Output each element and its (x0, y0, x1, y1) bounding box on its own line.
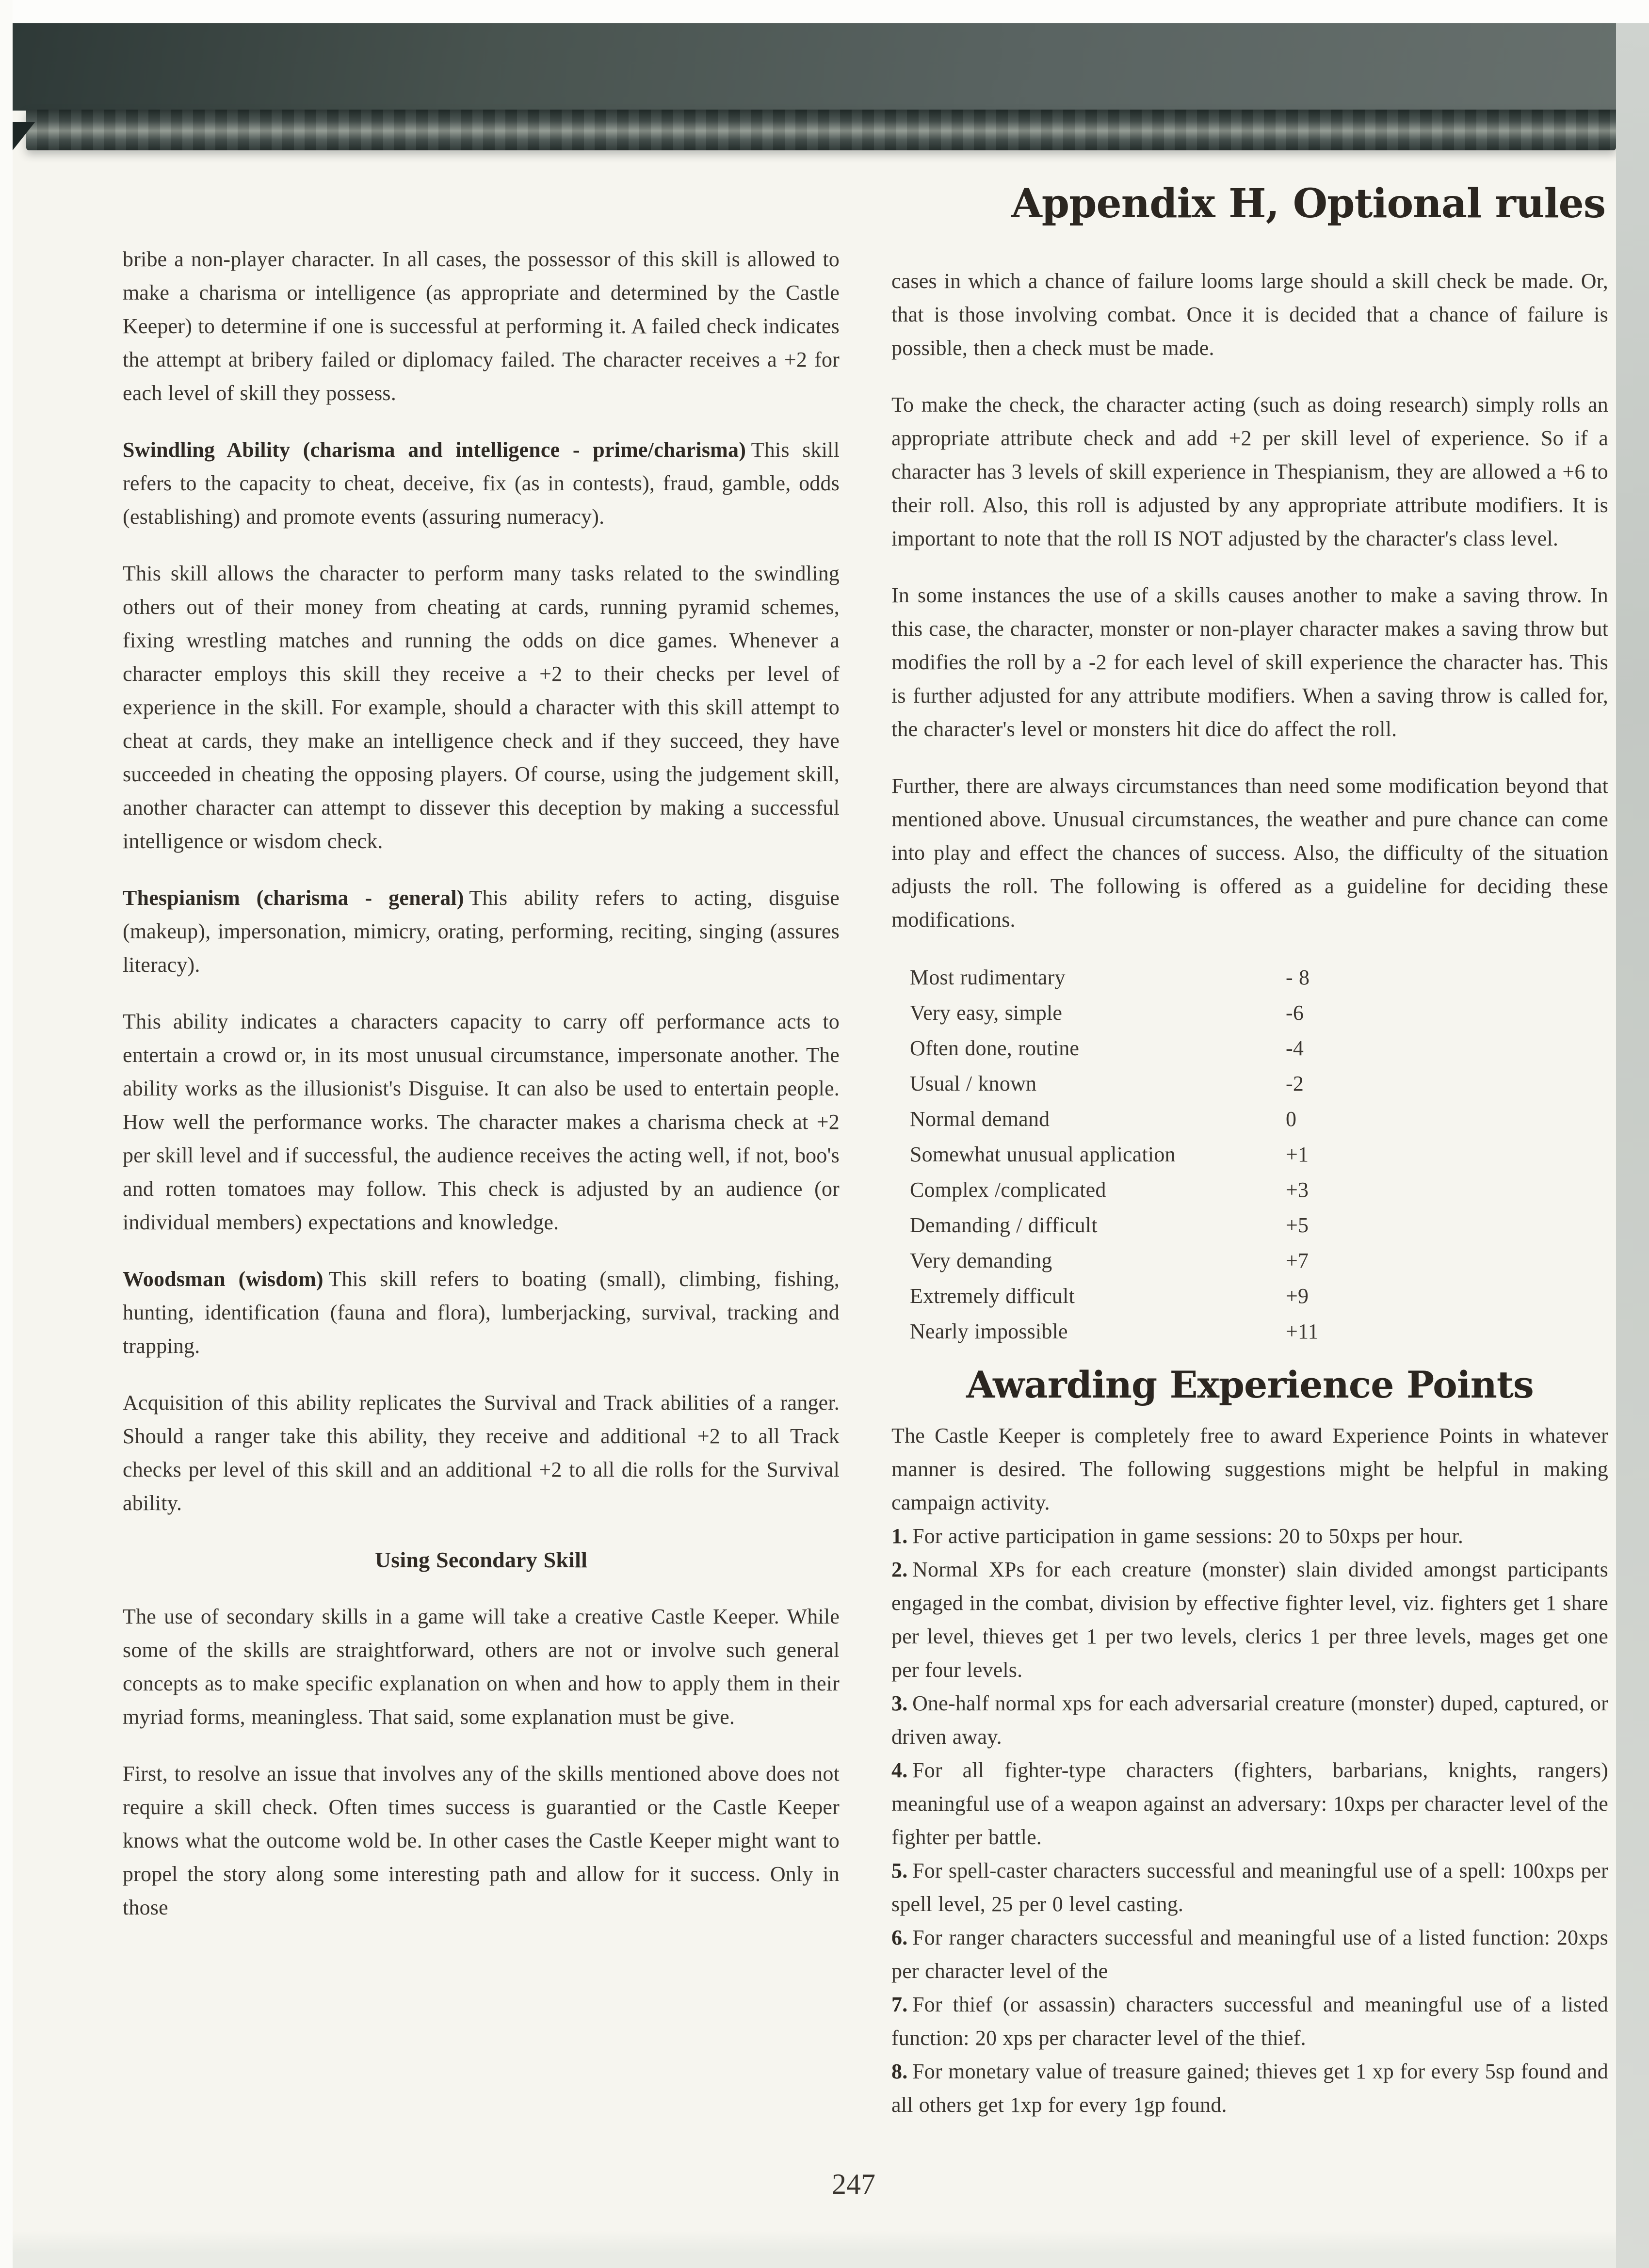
item-number: 1. (891, 1524, 908, 1548)
body-paragraph (123, 1005, 840, 1239)
skill-name-swindling: Swindling Ability (charisma and intelligence - prime/charisma) (123, 438, 746, 462)
item-text: For spell-caster characters successful and meaningful use of a spell: 100xps per spell level, 25 per 0 level casting. (891, 1859, 1608, 1916)
difficulty-modifier-table (910, 960, 1608, 1349)
paragraph-text: Further, there are always circumstances than need some modification beyond that mentioned above. Unusual circumstances, the weather and pure chance can come into play and effect the chances of success. Also, the difficulty of the situation adjusts the roll. The following is offered as a guideline for deciding these modifications. (891, 774, 1608, 932)
xp-list-item (891, 1988, 1608, 2055)
body-paragraph (891, 769, 1608, 936)
xp-list-item (891, 1753, 1608, 1854)
modifier-row (910, 1030, 1608, 1066)
modifier-row (910, 1101, 1608, 1137)
paragraph-text: First, to resolve an issue that involves any of the skills mentioned above does not require a skill check. Often times success is guarantied or the Castle Keeper knows what the outcome wold be. In other cases the Castle Keeper might want to propel the story along some interesting path and allow for it success. Only in those (123, 1762, 840, 1919)
scanner-margin-left (0, 0, 13, 2268)
modifier-value: +5 (1286, 1213, 1309, 1237)
xp-list-item (891, 1854, 1608, 1921)
paragraph-text: The use of secondary skills in a game will take a creative Castle Keeper. While some of the skills are straightforward, others are not or involve such general concepts as to make specific explanation on when and how to apply them in their myriad forms, meaningless. That said, some explanation must be give. (123, 1605, 840, 1729)
modifier-row (910, 1172, 1608, 1207)
page-number: 247 (832, 2168, 875, 2200)
item-number: 4. (891, 1758, 908, 1782)
modifier-label: Somewhat unusual application (910, 1142, 1176, 1166)
xp-list-item (891, 1687, 1608, 1753)
item-number: 2. (891, 1558, 908, 1581)
item-text: For active participation in game sessions: 20 to 50xps per hour. (912, 1524, 1464, 1548)
modifier-value: +11 (1286, 1319, 1319, 1343)
modifier-label: Extremely difficult (910, 1284, 1075, 1308)
body-paragraph (123, 557, 840, 858)
left-column (123, 242, 840, 1947)
paragraph-text: To make the check, the character acting (such as doing research) simply rolls an appropriate attribute check and add +2 per skill level of experience. So if a character has 3 levels of skill experience in Thespianism, they are allowed a +6 to their roll. Also, this roll is adjusted by any appropriate attribute modifiers. It is important to note that the roll IS NOT adjusted by the character's class level. (891, 393, 1608, 550)
modifier-row (910, 1278, 1608, 1314)
modifier-value: 0 (1286, 1107, 1297, 1131)
modifier-value: - 8 (1286, 965, 1310, 989)
modifier-label: Normal demand (910, 1107, 1050, 1131)
modifier-label: Nearly impossible (910, 1319, 1068, 1343)
item-number: 5. (891, 1859, 908, 1882)
section-heading-awarding-experience-points: Awarding Experience Points (966, 1363, 1534, 1406)
paragraph-text: In some instances the use of a skills causes another to make a saving throw. In this case, the character, monster or non-player character makes a saving throw but modifies the roll by a -2 for each level of skill experience the character has. This is further adjusted for any attribute modifiers. When a saving throw is called for, the character's level or monsters hit dice do affect the roll. (891, 583, 1608, 741)
scanner-margin-right (1616, 23, 1649, 2268)
scanner-margin-bottom (13, 2231, 1616, 2268)
item-number: 3. (891, 1691, 908, 1715)
modifier-row (910, 1314, 1608, 1349)
modifier-label: Demanding / difficult (910, 1213, 1098, 1237)
right-column (891, 179, 1608, 2122)
body-paragraph (123, 242, 840, 410)
modifier-value: +3 (1286, 1178, 1309, 1202)
body-paragraph (123, 1600, 840, 1734)
modifier-value: -6 (1286, 1001, 1304, 1025)
paragraph-text: cases in which a chance of failure looms large should a skill check be made. Or, that is those involving combat. Once it is decided that a chance of failure is possible, then a check must be made. (891, 269, 1608, 360)
item-text: One-half normal xps for each adversarial creature (monster) duped, captured, or driven away. (891, 1691, 1608, 1749)
body-paragraph (123, 433, 840, 533)
modifier-value: +9 (1286, 1284, 1309, 1308)
body-paragraph (123, 881, 840, 981)
paragraph-text: Acquisition of this ability replicates the Survival and Track abilities of a ranger. Should a ranger take this ability, they receive and additional +2 to all Track checks per level of this skill and an additional +2 to all die rolls for the Survival ability. (123, 1391, 840, 1515)
body-paragraph (891, 388, 1608, 555)
modifier-label: Most rudimentary (910, 965, 1066, 989)
item-number: 6. (891, 1926, 908, 1949)
modifier-label: Usual / known (910, 1072, 1037, 1095)
item-text: For monetary value of treasure gained; thieves get 1 xp for every 5sp found and all others get 1xp for every 1gp found. (891, 2059, 1608, 2117)
item-number: 7. (891, 1993, 908, 2016)
modifier-row (910, 1243, 1608, 1278)
modifier-row (910, 995, 1608, 1030)
paragraph-text: This ability indicates a characters capacity to carry off performance acts to entertain a crowd or, in its most unusual circumstance, impersonate another. The ability works as the illusionist's Disguise. It can also be used to entertain people. How well the performance works. The character makes a charisma check at +2 per skill level and if successful, the audience receives the acting well, if not, boo's and rotten tomatoes may follow. This check is adjusted by an audience (or individual members) expectations and knowledge. (123, 1010, 840, 1234)
xp-list-item (891, 1553, 1608, 1687)
paragraph-text: This skill refers to boating (small), climbing, fishing, hunting, identification (fauna and flora), lumberjacking, survival, tracking and trapping. (123, 1267, 840, 1358)
modifier-label: Often done, routine (910, 1036, 1080, 1060)
modifier-row (910, 1207, 1608, 1243)
skill-name-woodsman: Woodsman (wisdom) (123, 1267, 323, 1291)
body-paragraph (891, 264, 1608, 365)
xp-list-item (891, 1921, 1608, 1988)
xp-intro-paragraph (891, 1419, 1608, 1519)
modifier-row (910, 960, 1608, 995)
item-text: For thief (or assassin) characters successful and meaningful use of a listed function: 20 xps per character level of the thief. (891, 1993, 1608, 2050)
paragraph-text: This skill allows the character to perform many tasks related to the swindling others out of their money from cheating at cards, running pyramid schemes, fixing wrestling matches and running the odds on dice games. Whenever a character employs this skill they receive a +2 to their checks per level of experience in the skill. For example, should a character with this skill attempt to cheat at cards, they make an intelligence check and if they succeed, they have succeeded in cheating the opposing players. Of course, using the judgement skill, another character can attempt to dissever this deception by making a successful intelligence or wisdom check. (123, 562, 840, 853)
modifier-value: -2 (1286, 1072, 1304, 1095)
page-title: Appendix H, Optional rules (1011, 180, 1605, 227)
modifier-label: Very easy, simple (910, 1001, 1063, 1025)
modifier-row (910, 1137, 1608, 1172)
section-heading-using-secondary-skill: Using Secondary Skill (374, 1547, 588, 1572)
xp-list-item (891, 2055, 1608, 2122)
modifier-label: Complex /complicated (910, 1178, 1106, 1202)
item-text: For ranger characters successful and meaningful use of a listed function: 20xps per character level of the (891, 1926, 1608, 1983)
body-paragraph (891, 579, 1608, 746)
paragraph-text: The Castle Keeper is completely free to award Experience Points in whatever manner is desired. The following suggestions might be helpful in making campaign activity. (891, 1424, 1608, 1514)
paragraph-text: This ability refers to acting, disguise (makeup), impersonation, mimicry, orating, performing, reciting, singing (assures literacy). (123, 886, 840, 977)
skill-name-thespianism: Thespianism (charisma - general) (123, 886, 464, 910)
modifier-value: -4 (1286, 1036, 1304, 1060)
page-curl-shadow (26, 110, 1616, 150)
item-text: Normal XPs for each creature (monster) slain divided amongst participants engaged in the combat, division by effective fighter level, viz. fighters get 1 share per level, thieves get 1 per two levels, clerics 1 per three levels, mages get one per four levels. (891, 1558, 1608, 1682)
modifier-value: +7 (1286, 1249, 1309, 1272)
scanner-margin-top (0, 0, 1649, 23)
item-number: 8. (891, 2059, 908, 2083)
book-spine-band (13, 23, 1616, 111)
paragraph-text: This skill refers to the capacity to cheat, deceive, fix (as in contests), fraud, gamble, odds (establishing) and promote events (assuring numeracy). (123, 438, 840, 529)
body-paragraph (123, 1757, 840, 1924)
page-corner-shadow (13, 122, 35, 150)
body-paragraph (123, 1262, 840, 1363)
body-paragraph (123, 1386, 840, 1520)
paragraph-text: bribe a non-player character. In all cases, the possessor of this skill is allowed to make a charisma or intelligence (as appropriate and determined by the Castle Keeper) to determine if one is successful at performing it. A failed check indicates the attempt at bribery failed or diplomacy failed. The character receives a +2 for each level of skill they possess. (123, 247, 840, 405)
modifier-row (910, 1066, 1608, 1101)
modifier-value: +1 (1286, 1142, 1309, 1166)
modifier-label: Very demanding (910, 1249, 1052, 1272)
xp-list-item (891, 1519, 1608, 1553)
item-text: For all fighter-type characters (fighters, barbarians, knights, rangers) meaningful use of a weapon against an adversary: 10xps per character level of the fighter per battle. (891, 1758, 1608, 1849)
